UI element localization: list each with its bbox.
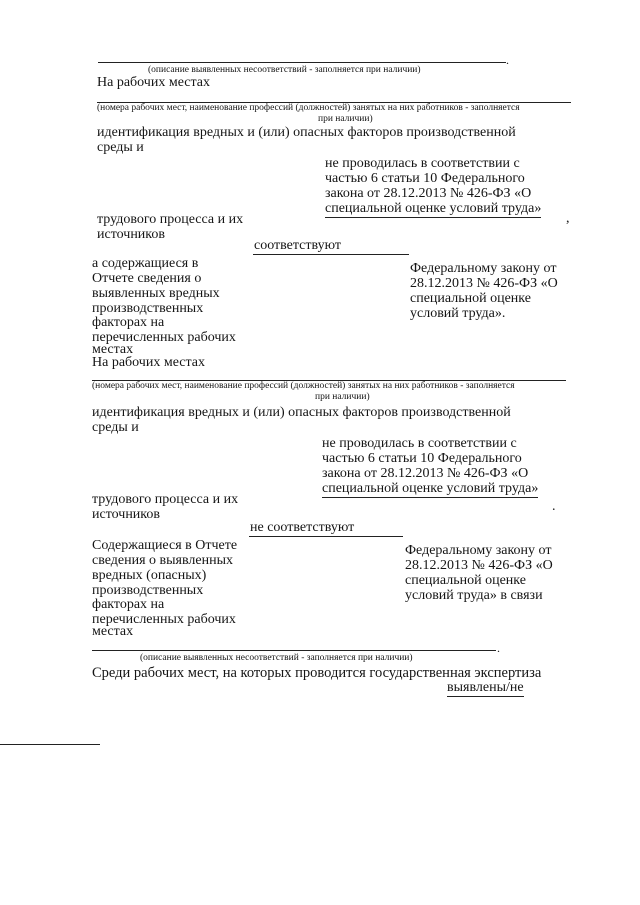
workplaces-caption: (номера рабочих мест, наименование профессий (должностей) занятых на них работников - заполняется: [97, 103, 520, 113]
labor-process-text: трудового процесса и их: [97, 212, 244, 227]
contained-text-2: вредных (опасных): [92, 568, 207, 583]
description-dot-2: .: [497, 641, 500, 655]
contained-text-2: сведения о выявленных: [92, 553, 234, 568]
contained-text: а содержащиеся в: [92, 256, 199, 271]
federal-law-text-2: условий труда» в связи: [405, 588, 543, 603]
description-dot: .: [506, 53, 509, 67]
not-conducted-text: частью 6 статьи 10 Федерального: [325, 171, 525, 186]
found-not-text: выявлены/не: [447, 680, 524, 695]
state-expertise-text: Среди рабочих мест, на которых проводится государственная экспертиза: [92, 665, 542, 681]
not-conducted-text-2: частью 6 статьи 10 Федерального: [322, 451, 522, 466]
federal-law-text: Федеральному закону от: [410, 261, 557, 276]
contained-text: местах: [92, 342, 134, 357]
workplaces-heading: На рабочих местах: [97, 75, 210, 90]
verdict-correspond: соответствуют: [254, 238, 342, 253]
identification-text-2: идентификация вредных и (или) опасных факторов производственной: [92, 405, 511, 420]
labor-process-text-cont: источников: [97, 227, 166, 242]
workplaces-heading-2: На рабочих местах: [92, 355, 205, 370]
labor-process-text-2: трудового процесса и их: [92, 492, 239, 507]
contained-text: выявленных вредных: [92, 286, 220, 301]
verdict-not-correspond: не соответствуют: [250, 520, 355, 535]
description-caption-2: (описание выявленных несоответствий - заполняется при наличии): [140, 653, 413, 663]
not-conducted-text-2: не проводилась в соответствии с: [322, 436, 517, 451]
verdict-line: [253, 254, 409, 255]
federal-law-text-2: специальной оценке: [405, 573, 526, 588]
description-line: [98, 62, 506, 63]
contained-text: перечисленных рабочих: [92, 330, 236, 345]
footnote-separator: [0, 744, 100, 745]
contained-text-2: факторах на: [92, 597, 165, 612]
federal-law-text: 28.12.2013 № 426-ФЗ «О: [410, 276, 558, 291]
dot-2: .: [552, 499, 556, 514]
contained-text-2: местах: [92, 624, 134, 639]
federal-law-text: специальной оценке: [410, 291, 531, 306]
identification-text-2-cont: среды и: [92, 420, 139, 435]
comma: ,: [566, 211, 570, 226]
law-name-2: специальной оценке условий труда»: [322, 481, 539, 496]
description-line-2: [92, 650, 496, 651]
contained-text: производственных: [92, 301, 204, 316]
contained-text: факторах на: [92, 315, 165, 330]
contained-text-2: перечисленных рабочих: [92, 612, 236, 627]
workplaces-caption-end: при наличии): [318, 114, 373, 124]
not-conducted-text: не проводилась в соответствии с: [325, 156, 520, 171]
federal-law-text-2: Федеральному закону от: [405, 543, 552, 558]
contained-text-2: Содержащиеся в Отчете: [92, 538, 238, 553]
verdict-line-2: [249, 536, 403, 537]
identification-text: идентификация вредных и (или) опасных факторов производственной: [97, 125, 516, 140]
not-conducted-text-2: закона от 28.12.2013 № 426-ФЗ «О: [322, 466, 529, 481]
federal-law-text: условий труда».: [410, 306, 506, 321]
description-caption: (описание выявленных несоответствий - заполняется при наличии): [148, 65, 421, 75]
contained-text: Отчете сведения о: [92, 271, 202, 286]
workplaces-caption-2: (номера рабочих мест, наименование профессий (должностей) занятых на них работников - заполняется: [92, 381, 515, 391]
workplaces-caption-2-end: при наличии): [315, 392, 370, 402]
labor-process-text-2-cont: источников: [92, 507, 161, 522]
federal-law-text-2: 28.12.2013 № 426-ФЗ «О: [405, 558, 553, 573]
not-conducted-text: закона от 28.12.2013 № 426-ФЗ «О: [325, 186, 532, 201]
law-name: специальной оценке условий труда»: [325, 201, 542, 216]
contained-text-2: производственных: [92, 583, 204, 598]
identification-text-cont: среды и: [97, 140, 144, 155]
